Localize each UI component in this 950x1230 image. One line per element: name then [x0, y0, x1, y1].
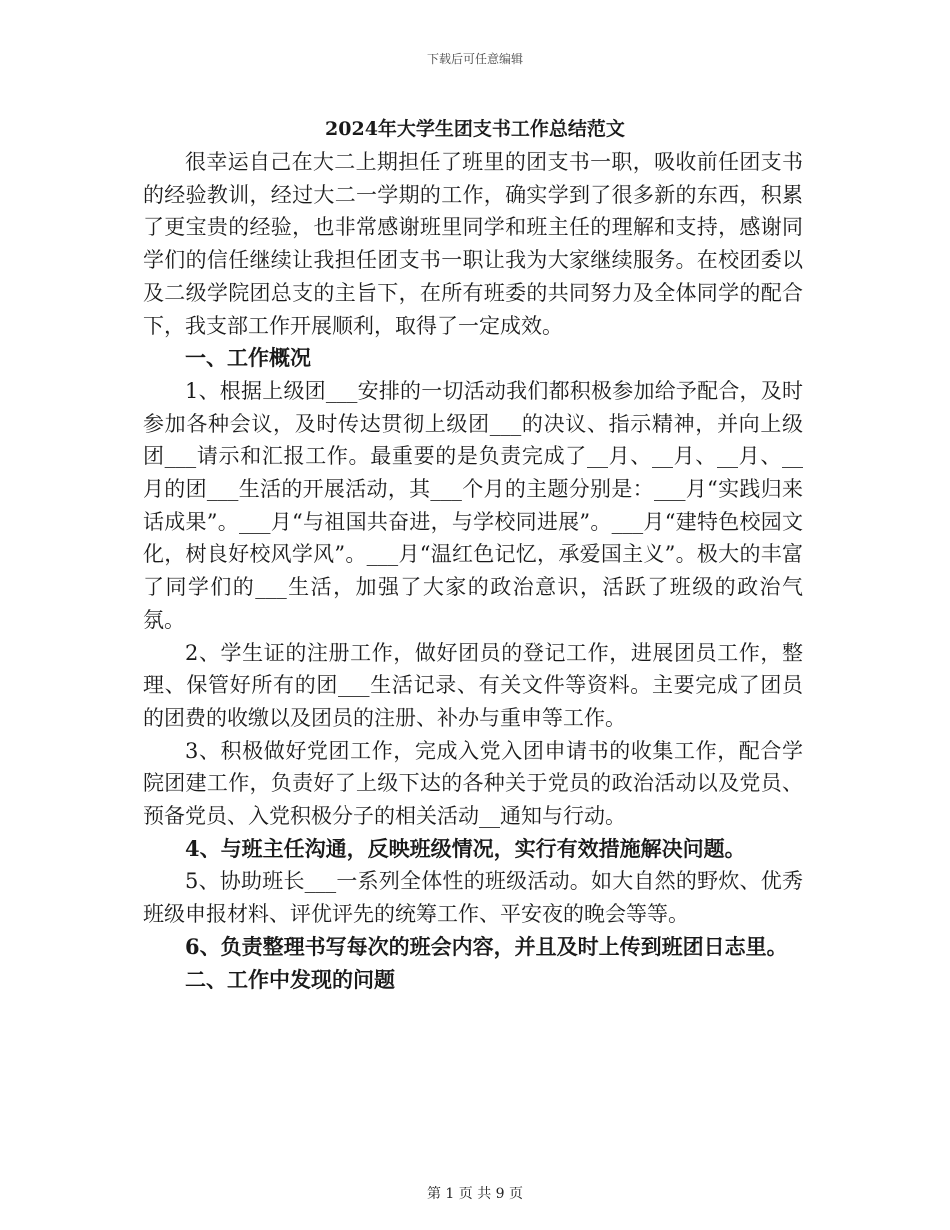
page-number: 第 1 页 共 9 页 — [426, 1186, 524, 1202]
list-item-1: 1、根据上级团___安排的一切活动我们都积极参加给予配合，及时参加各种会议，及时传达贯彻上级团___的决议、指示精神，并向上级团___请示和汇报工作。最重要的是负责完成了__月、__月、__月、__月的团___生活的开展活动，其___个月的主题分别是：___月“实践归来话成果”。___月“与祖国共奋进，与学校同进展”。___月“建特色校园文化，树良好校风学风”。___月“温红色记忆，承爱国主义”。极大的丰富了同学们的___生活，加强了大家的政治意识，活跃了班级的政治气氛。 — [143, 378, 803, 632]
intro-paragraph: 很幸运自己在大二上期担任了班里的团支书一职，吸收前任团支书的经验教训，经过大二一学期的工作，确实学到了很多新的东西，积累了更宝贵的经验，也非常感谢班里同学和班主任的理解和支持，感谢同学们的信任继续让我担任团支书一职让我为大家继续服务。在校团委以及二级学院团总支的主旨下，在所有班委的共同努力及全体同学的配合下，我支部工作开展顺利，取得了一定成效。 — [143, 150, 803, 338]
list-item-4: 4、与班主任沟通，反映班级情况，实行有效措施解决问题。 — [185, 835, 746, 861]
list-item-5: 5、协助班长___一系列全体性的班级活动。如大自然的野炊、优秀班级申报材料、评优评先的统筹工作、平安夜的晚会等等。 — [143, 869, 803, 927]
list-item-2: 2、学生证的注册工作，做好团员的登记工作，进展团员工作，整理、保管好所有的团___生活记录、有关文件等资料。主要完成了团员的团费的收缴以及团员的注册、补办与重申等工作。 — [143, 640, 803, 730]
section-heading-overview: 一、工作概况 — [185, 345, 311, 371]
section-heading-problems: 二、工作中发现的问题 — [185, 966, 395, 992]
document-title: 2024年大学生团支书工作总结范文 — [325, 118, 625, 140]
document-body — [143, 146, 803, 996]
header-note: 下载后可任意编辑 — [426, 52, 523, 66]
list-item-3: 3、积极做好党团工作，完成入党入团申请书的收集工作，配合学院团建工作，负责好了上级下达的各种关于党员的政治活动以及党员、预备党员、入党积极分子的相关活动__通知与行动。 — [143, 738, 803, 829]
list-item-6: 6、负责整理书写每次的班会内容，并且及时上传到班团日志里。 — [185, 933, 788, 959]
